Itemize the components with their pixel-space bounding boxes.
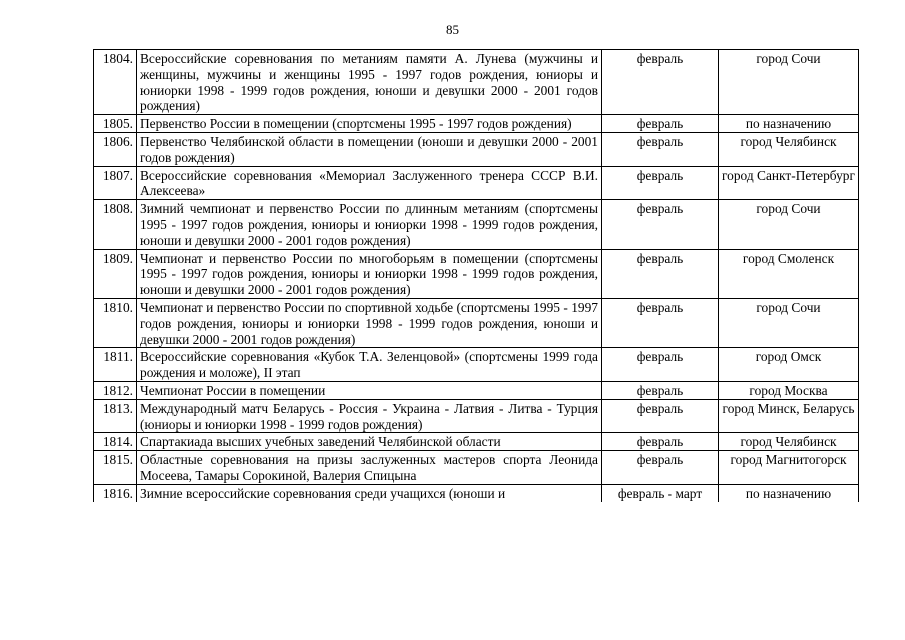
- event-month-cell: февраль: [602, 298, 719, 347]
- event-month-cell: февраль - март: [602, 484, 719, 501]
- event-name-cell: Чемпионат и первенство России по спортивной ходьбе (спортсмены 1995 - 1997 годов рождения, юниоры и юниорки 1998 - 1999 годов рождения, юноши и девушки 2000 - 2001 годов рождения): [137, 298, 602, 347]
- event-name-cell: Зимние всероссийские соревнования среди учащихся (юноши и: [137, 484, 602, 501]
- event-place-cell: город Омск: [719, 348, 859, 382]
- event-month-cell: февраль: [602, 348, 719, 382]
- event-month-cell: февраль: [602, 399, 719, 433]
- event-number-cell: 1806.: [94, 132, 137, 166]
- table-row: [94, 433, 859, 451]
- event-month-cell: февраль: [602, 132, 719, 166]
- event-number-cell: 1814.: [94, 433, 137, 451]
- event-place-cell: город Сочи: [719, 200, 859, 249]
- event-number-cell: 1812.: [94, 381, 137, 399]
- event-month-cell: февраль: [602, 166, 719, 200]
- event-name-cell: Международный матч Беларусь - Россия - Украина - Латвия - Литва - Турция (юниоры и юниорки 1998 - 1999 годов рождения): [137, 399, 602, 433]
- event-place-cell: город Сочи: [719, 298, 859, 347]
- event-number-cell: 1810.: [94, 298, 137, 347]
- event-place-cell: город Москва: [719, 381, 859, 399]
- event-name-cell: Чемпионат и первенство России по многоборьям в помещении (спортсмены 1995 - 1997 годов рождения, юниоры и юниорки 1998 - 1999 годов рождения, юноши и девушки 2000 - 2001 годов рождения): [137, 249, 602, 298]
- event-name-cell: Первенство России в помещении (спортсмены 1995 - 1997 годов рождения): [137, 115, 602, 133]
- events-table: [93, 49, 859, 502]
- event-place-cell: по назначению: [719, 115, 859, 133]
- event-place-cell: город Смоленск: [719, 249, 859, 298]
- event-month-cell: февраль: [602, 249, 719, 298]
- event-month-cell: февраль: [602, 433, 719, 451]
- event-month-cell: февраль: [602, 200, 719, 249]
- event-place-cell: город Магнитогорск: [719, 451, 859, 485]
- table-row: [94, 484, 859, 501]
- table-row: [94, 166, 859, 200]
- event-number-cell: 1811.: [94, 348, 137, 382]
- event-place-cell: город Сочи: [719, 50, 859, 115]
- event-month-cell: февраль: [602, 50, 719, 115]
- event-number-cell: 1815.: [94, 451, 137, 485]
- event-name-cell: Всероссийские соревнования «Кубок Т.А. Зеленцовой» (спортсмены 1999 года рождения и моложе), II этап: [137, 348, 602, 382]
- table-row: [94, 451, 859, 485]
- table-row: [94, 298, 859, 347]
- table-row: [94, 381, 859, 399]
- event-month-cell: февраль: [602, 115, 719, 133]
- event-name-cell: Областные соревнования на призы заслуженных мастеров спорта Леонида Мосеева, Тамары Сорокиной, Валерия Спицына: [137, 451, 602, 485]
- event-name-cell: Первенство Челябинской области в помещении (юноши и девушки 2000 - 2001 годов рождения): [137, 132, 602, 166]
- event-number-cell: 1813.: [94, 399, 137, 433]
- table-row: [94, 50, 859, 115]
- event-name-cell: Чемпионат России в помещении: [137, 381, 602, 399]
- event-number-cell: 1807.: [94, 166, 137, 200]
- table-row: [94, 399, 859, 433]
- event-number-cell: 1809.: [94, 249, 137, 298]
- events-table-body: [94, 50, 859, 502]
- event-number-cell: 1816.: [94, 484, 137, 501]
- event-place-cell: город Челябинск: [719, 433, 859, 451]
- event-place-cell: город Челябинск: [719, 132, 859, 166]
- event-place-cell: по назначению: [719, 484, 859, 501]
- event-number-cell: 1808.: [94, 200, 137, 249]
- event-number-cell: 1805.: [94, 115, 137, 133]
- event-name-cell: Всероссийские соревнования «Мемориал Заслуженного тренера СССР В.И. Алексеева»: [137, 166, 602, 200]
- table-row: [94, 200, 859, 249]
- event-place-cell: город Минск, Беларусь: [719, 399, 859, 433]
- table-row: [94, 132, 859, 166]
- page-number: 85: [446, 22, 459, 37]
- event-month-cell: февраль: [602, 381, 719, 399]
- table-row: [94, 348, 859, 382]
- event-place-cell: город Санкт-Петербург: [719, 166, 859, 200]
- event-month-cell: февраль: [602, 451, 719, 485]
- event-name-cell: Зимний чемпионат и первенство России по длинным метаниям (спортсмены 1995 - 1997 годов рождения, юниоры и юниорки 1998 - 1999 годов рождения, юноши и девушки 2000 - 2001 годов рождения): [137, 200, 602, 249]
- event-name-cell: Всероссийские соревнования по метаниям памяти А. Лунева (мужчины и женщины, мужчины и женщины 1995 - 1997 годов рождения, юниоры и юниорки 1998 - 1999 годов рождения, юноши и девушки 2000 - 2001 годов рождения): [137, 50, 602, 115]
- table-row: [94, 249, 859, 298]
- event-number-cell: 1804.: [94, 50, 137, 115]
- event-name-cell: Спартакиада высших учебных заведений Челябинской области: [137, 433, 602, 451]
- table-row: [94, 115, 859, 133]
